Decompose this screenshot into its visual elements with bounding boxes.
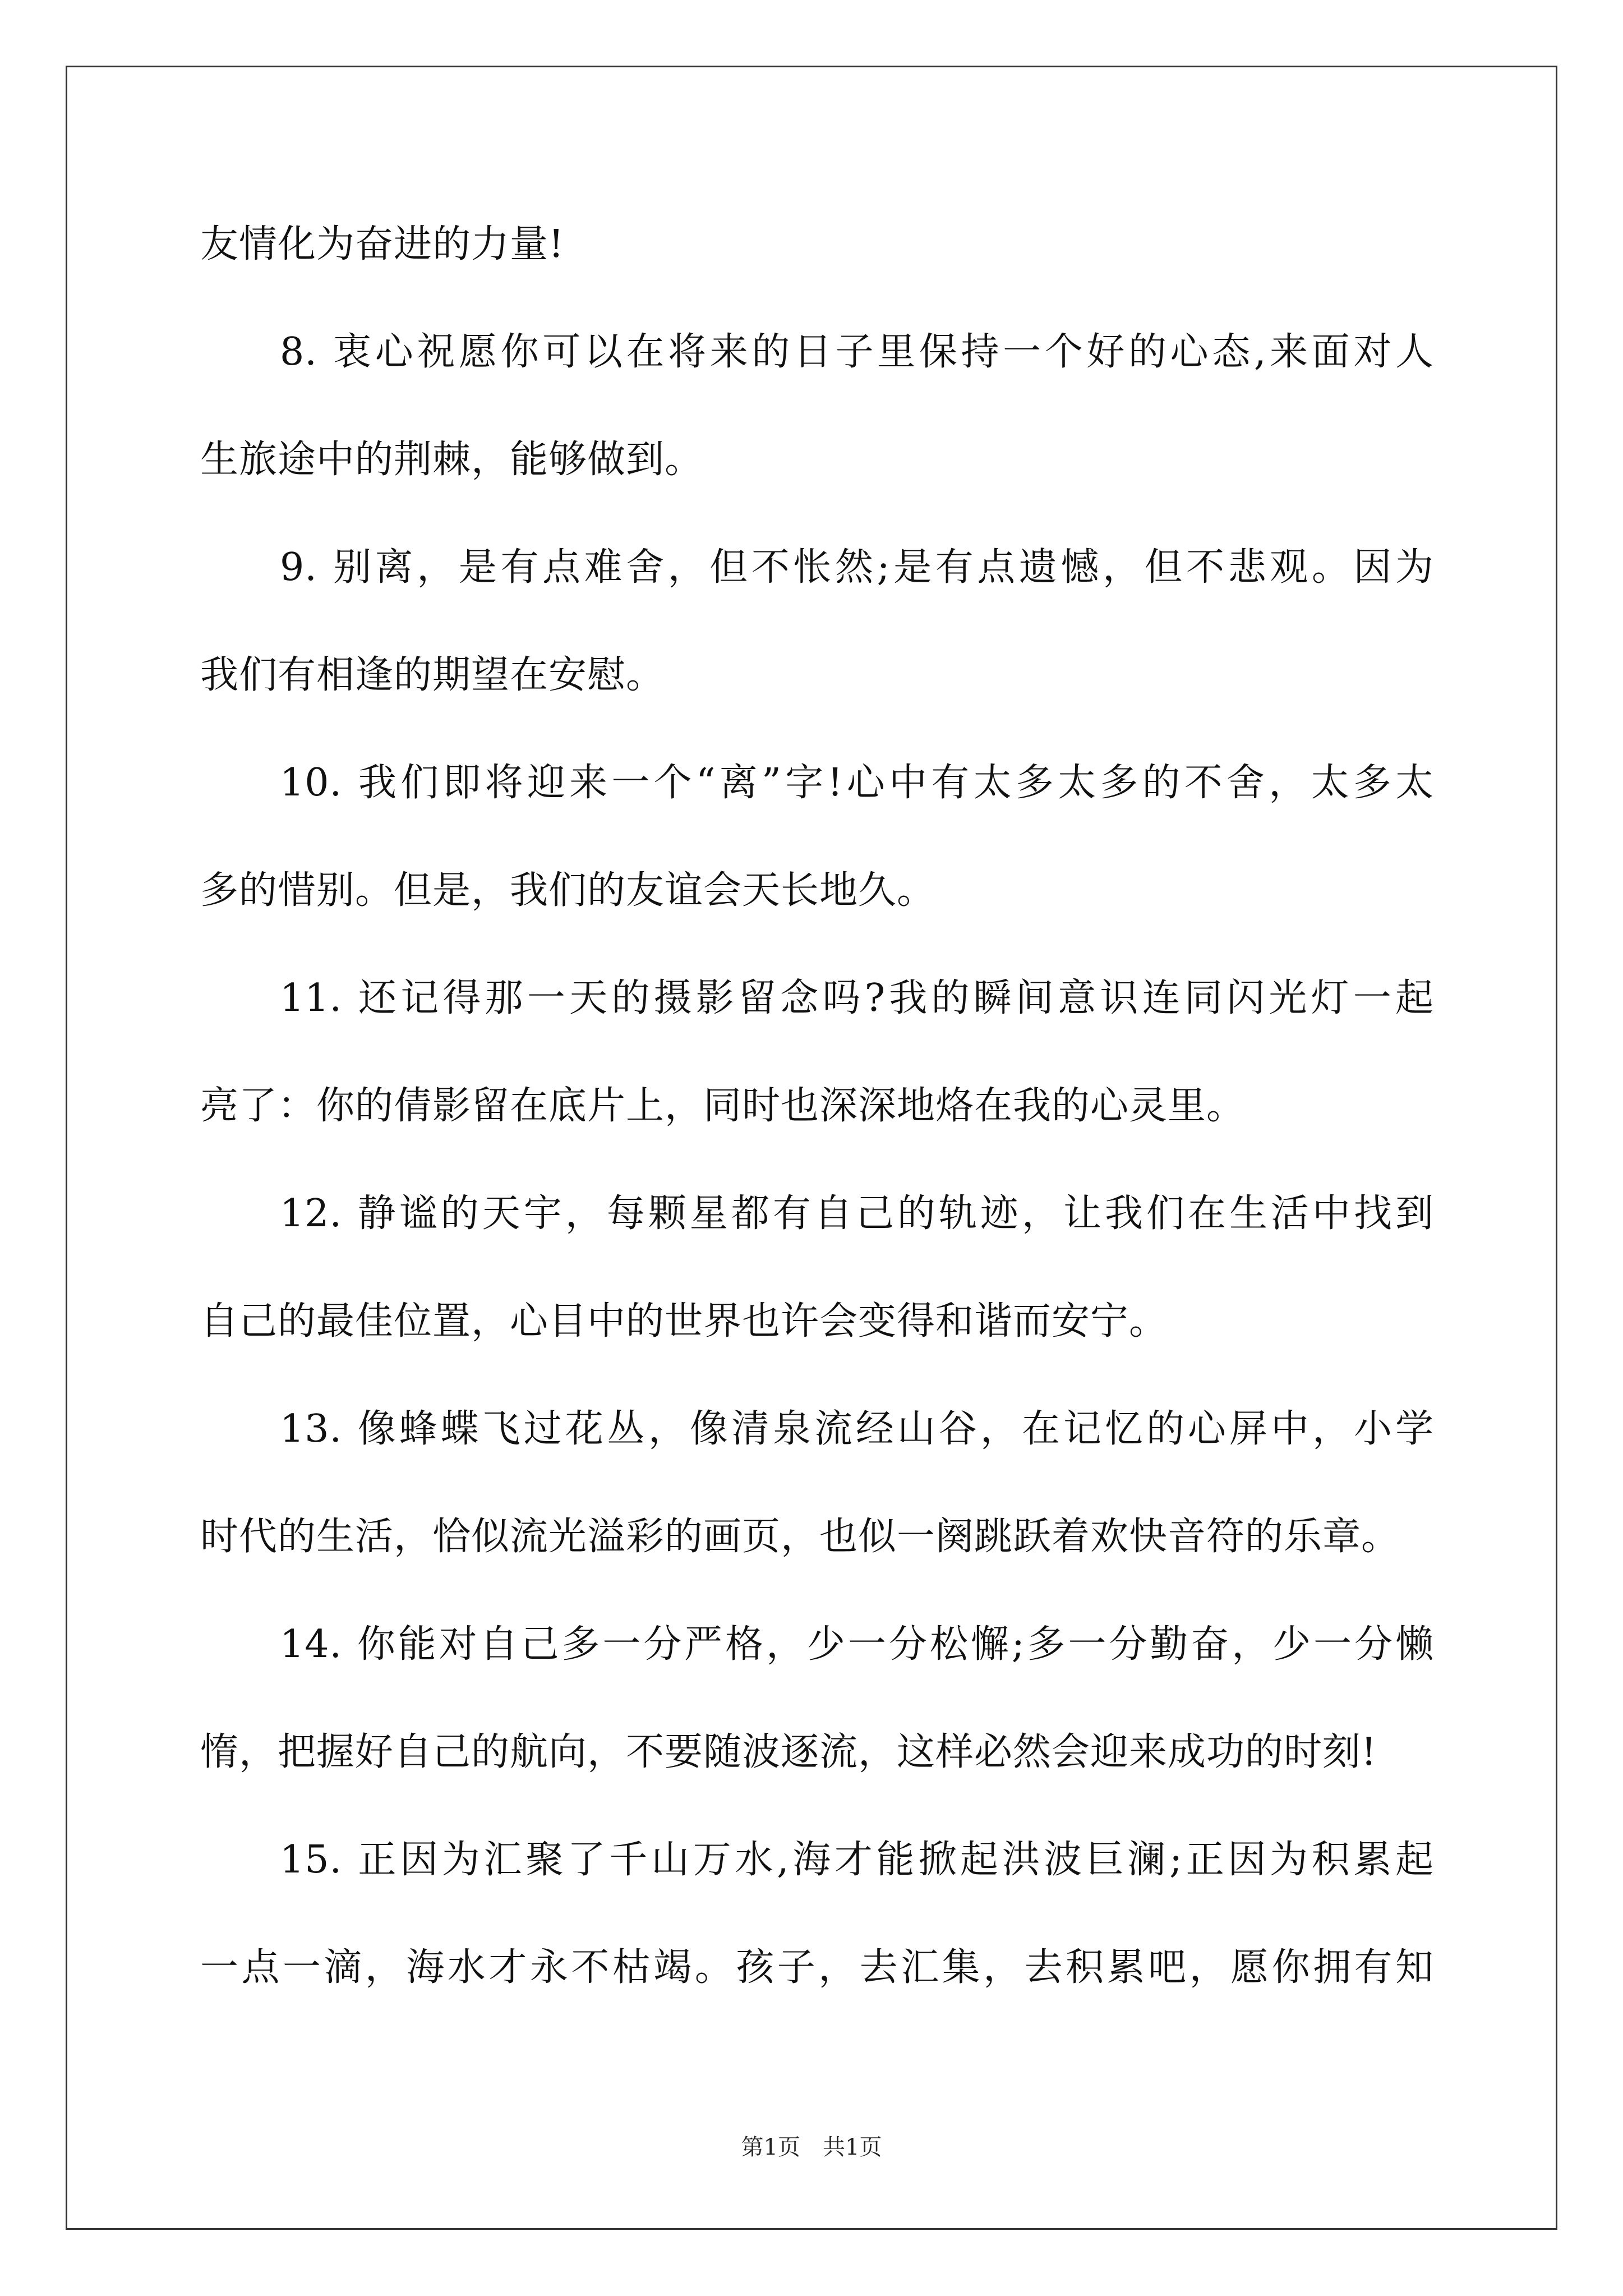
text-line: 12. 静谧的天宇，每颗星都有自己的轨迹，让我们在生活中找到: [280, 1191, 1434, 1236]
text-line: 时代的生活，恰似流光溢彩的画页，也似一阕跳跃着欢快音符的乐章。: [200, 1515, 1400, 1559]
text-line: 14. 你能对自己多一分严格，少一分松懈;多一分勤奋，少一分懒: [280, 1622, 1434, 1667]
text-line: 一点一滴，海水才永不枯竭。孩子，去汇集，去积累吧，愿你拥有知: [200, 1945, 1434, 1990]
document-body: [200, 218, 1434, 2049]
text-line: 15. 正因为汇聚了千山万水,海才能掀起洪波巨澜;正因为积累起: [280, 1838, 1434, 1882]
text-line: 亮了：你的倩影留在底片上，同时也深深地烙在我的心灵里。: [200, 1084, 1246, 1128]
text-line: 8. 衷心祝愿你可以在将来的日子里保持一个好的心态,来面对人: [280, 330, 1434, 374]
text-line: 13. 像蜂蝶飞过花丛，像清泉流经山谷，在记忆的心屏中，小学: [280, 1407, 1434, 1451]
text-line: 多的惜别。但是，我们的友谊会天长地久。: [200, 868, 936, 913]
text-line: 自己的最佳位置，心目中的世界也许会变得和谐而安宁。: [200, 1299, 1168, 1343]
text-line: 10. 我们即将迎来一个“离”字!心中有太多太多的不舍，太多太: [280, 761, 1434, 805]
text-line: 我们有相逢的期望在安慰。: [200, 653, 665, 697]
text-line: 友情化为奋进的力量!: [200, 222, 565, 266]
text-line: 惰，把握好自己的航向，不要随波逐流，这样必然会迎来成功的时刻!: [200, 1730, 1377, 1774]
page-number: 第1页 共1页: [741, 2134, 882, 2160]
text-line: 11. 还记得那一天的摄影留念吗?我的瞬间意识连同闪光灯一起: [280, 976, 1434, 1020]
text-line: 生旅途中的荆棘，能够做到。: [200, 438, 704, 482]
text-line: 9. 别离，是有点难舍，但不怅然;是有点遗憾，但不悲观。因为: [280, 545, 1434, 590]
